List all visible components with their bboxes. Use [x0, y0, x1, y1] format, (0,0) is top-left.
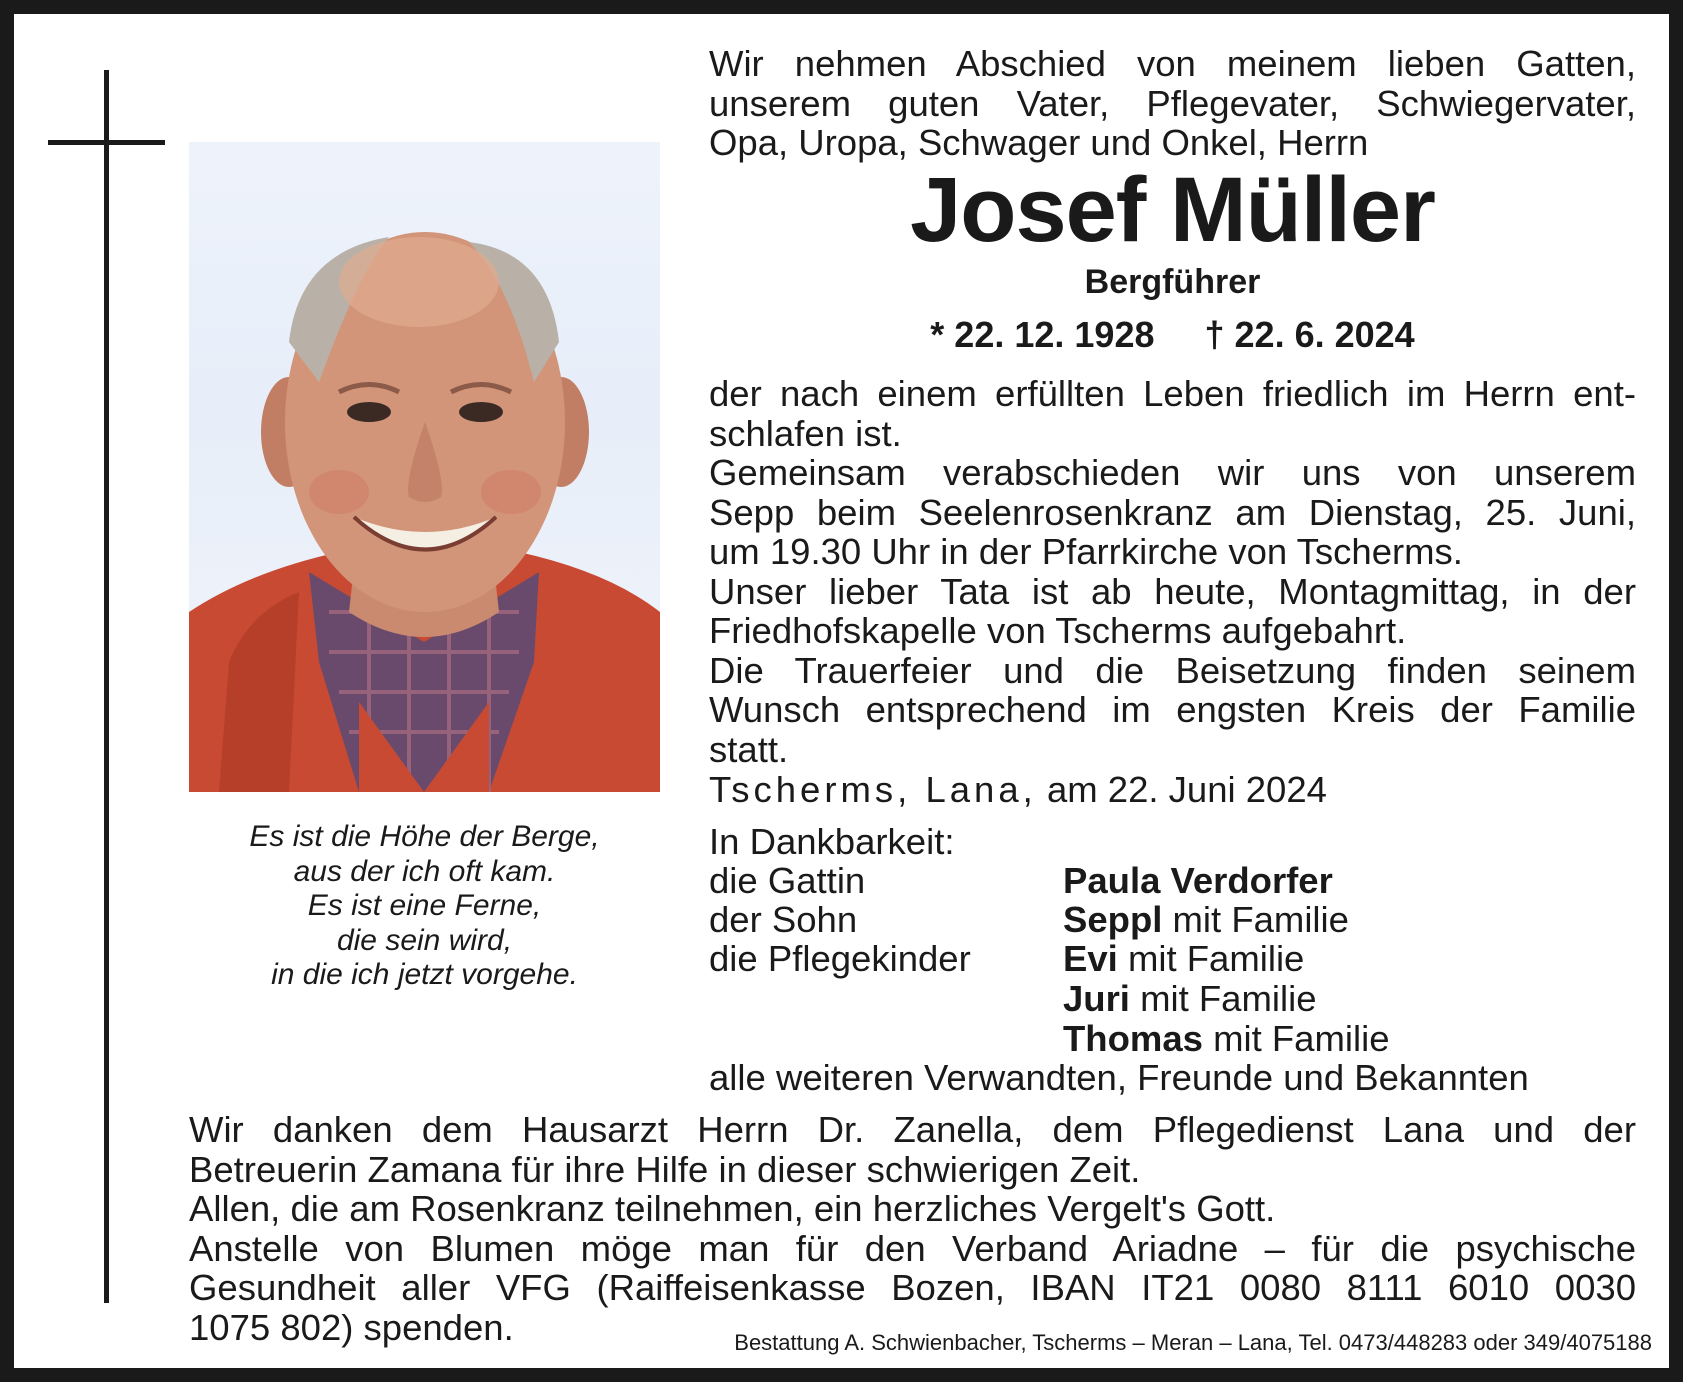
footer-line: Wir danken dem Hausarzt Herrn Dr. Zanella, dem Pflegedienst Lana und der: [189, 1109, 1636, 1150]
body-line: der nach einem erfüllten Leben friedlich im Herrn ent-: [709, 373, 1636, 414]
announcement-text: [709, 374, 1636, 769]
life-dates: [709, 314, 1636, 356]
body-line: Die Trauerfeier und die Beisetzung finden seinem: [709, 649, 1636, 691]
mourner-name: Thomas: [1063, 1018, 1203, 1059]
other-mourners: alle weiteren Verwandten, Freunde und Bekannten: [709, 1057, 1529, 1098]
mourner-relation: der Sohn: [709, 899, 858, 940]
body-line: Gemeinsam verabschieden wir uns von unserem: [709, 452, 1636, 493]
mourner-name: Paula Verdorfer: [1063, 860, 1333, 901]
portrait-photo: [189, 142, 660, 792]
mourner-name-row: [1063, 939, 1304, 979]
place: Tscherms, Lana,: [709, 769, 1037, 810]
mourner-suffix: mit Familie: [1117, 938, 1305, 979]
poem-line: die sein wird,: [336, 923, 513, 957]
footer-line: Gesundheit aller VFG (Raiffeisenkasse Bozen, IBAN IT21 0080 8111 6010 0030: [189, 1267, 1636, 1308]
body-line: schlafen ist.: [709, 412, 902, 454]
footer-line: 1075 802) spenden.: [189, 1306, 514, 1348]
death-date: † 22. 6. 2024: [1204, 314, 1415, 355]
mourner-relation: die Gattin: [709, 860, 866, 901]
body-line: Wunsch entsprechend im engsten Kreis der Familie: [709, 689, 1636, 730]
mourner-name: Seppl: [1063, 899, 1163, 940]
mourner-name-row: [1063, 979, 1317, 1019]
footer-text: [189, 1110, 1636, 1347]
body-line: Sepp beim Seelenrosenkranz am Dienstag, 25. Juni,: [709, 491, 1636, 533]
body-line: Unser lieber Tata ist ab heute, Montagmittag, in der: [709, 570, 1636, 612]
mourner-name: Evi: [1063, 938, 1118, 979]
profession: Bergführer: [1084, 263, 1261, 301]
intro-line: Wir nehmen Abschied von meinem lieben Gatten,: [709, 43, 1636, 84]
mourner-name: Juri: [1063, 978, 1130, 1019]
thanks-heading: In Dankbarkeit:: [709, 821, 955, 862]
body-line: statt.: [709, 728, 789, 770]
intro-line: unserem guten Vater, Pflegevater, Schwiegervater,: [709, 82, 1636, 124]
poem-line: Es ist eine Ferne,: [307, 889, 542, 922]
funeral-home-credit: Bestattung A. Schwienbacher, Tscherms – Meran – Lana, Tel. 0473/448283 oder 349/4075188: [734, 1330, 1652, 1355]
intro-text: [709, 44, 1636, 163]
mourner-suffix: mit Familie: [1129, 978, 1317, 1019]
intro-line: Opa, Uropa, Schwager und Onkel, Herrn: [709, 122, 1369, 163]
cross-icon: [104, 70, 109, 1303]
poem-line: in die ich jetzt vorgehe.: [271, 958, 578, 991]
mourner-name-row: [1063, 861, 1333, 901]
place-date: [709, 770, 1327, 810]
body-line: Friedhofskapelle von Tscherms aufgebahrt.: [709, 610, 1407, 651]
body-line: um 19.30 Uhr in der Pfarrkirche von Tscherms.: [709, 531, 1463, 572]
deceased-name: Josef Müller: [910, 159, 1435, 261]
mourner-relation: die Pflegekinder: [709, 938, 971, 979]
cross-icon-bar: [48, 140, 165, 145]
mourner-name-row: [1063, 900, 1349, 940]
footer-line: Anstelle von Blumen möge man für den Verband Ariadne – für die psychische: [189, 1227, 1636, 1269]
footer-line: Allen, die am Rosenkranz teilnehmen, ein herzliches Vergelt's Gott.: [189, 1188, 1276, 1229]
footer-line: Betreuerin Zamana für ihre Hilfe in dieser schwierigen Zeit.: [189, 1148, 1141, 1190]
mourner-suffix: mit Familie: [1202, 1018, 1390, 1059]
poem-line: Es ist die Höhe der Berge,: [249, 820, 600, 853]
poem-line: aus der ich oft kam.: [293, 854, 556, 888]
mourner-name-row: [1063, 1019, 1390, 1059]
birth-date: * 22. 12. 1928: [930, 314, 1155, 355]
mourner-suffix: mit Familie: [1162, 899, 1349, 940]
notice-date: am 22. Juni 2024: [1046, 769, 1327, 810]
poem: [189, 820, 660, 993]
